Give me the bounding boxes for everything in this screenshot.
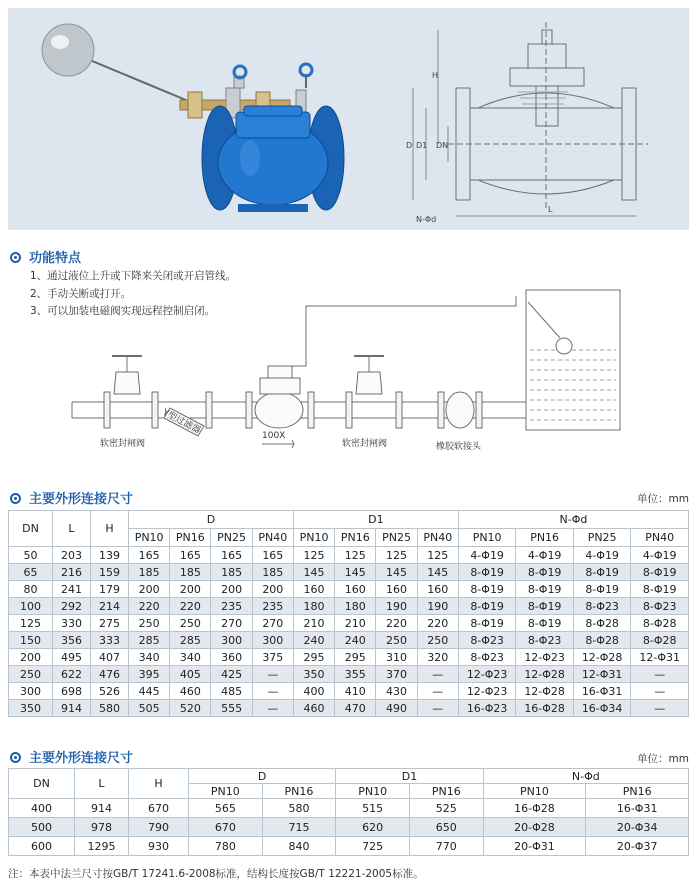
table-cell: 220 (376, 615, 417, 632)
table-cell: 515 (336, 799, 410, 818)
col-header-pn: PN10 (483, 784, 586, 799)
col-header-l: L (53, 511, 91, 547)
table-cell: 210 (335, 615, 376, 632)
table-cell: 8-Φ23 (516, 632, 574, 649)
table-cell: 145 (293, 564, 334, 581)
table-cell: 790 (129, 818, 189, 837)
table-cell: — (252, 666, 293, 683)
col-header-nphid: N-Φd (483, 769, 688, 784)
table-cell: 185 (211, 564, 252, 581)
table-cell: 250 (376, 632, 417, 649)
table-cell: 8-Φ19 (516, 615, 574, 632)
label-gate-valve-right: 软密封闸阀 (342, 439, 388, 449)
col-header-d: D (129, 511, 294, 529)
feature-item: 2、手动关断或打开。 (30, 287, 132, 300)
label-gate-valve-left: 软密封闸阀 (100, 439, 146, 449)
table-cell: 8-Φ28 (631, 615, 689, 632)
table-cell: 145 (335, 564, 376, 581)
table-cell: 150 (9, 632, 53, 649)
table-cell: 159 (91, 564, 129, 581)
table-cell: 125 (376, 547, 417, 564)
table-cell: 914 (53, 700, 91, 717)
col-header-pn: PN10 (336, 784, 410, 799)
col-header-pn: PN10 (293, 529, 334, 547)
table-cell: 1295 (75, 837, 129, 856)
table-row (9, 683, 689, 700)
table-row (9, 632, 689, 649)
table-cell: 241 (53, 581, 91, 598)
table-cell: 210 (293, 615, 334, 632)
table-cell: 200 (211, 581, 252, 598)
label-rubber-joint: 橡胶软接头 (436, 442, 482, 452)
table-cell: 355 (335, 666, 376, 683)
table-cell: 360 (211, 649, 252, 666)
table-cell: 4-Φ19 (631, 547, 689, 564)
table-cell: 145 (417, 564, 458, 581)
table-cell: 8-Φ19 (516, 581, 574, 598)
table-cell: 430 (376, 683, 417, 700)
table-cell: 160 (335, 581, 376, 598)
table-cell: 565 (189, 799, 263, 818)
col-header-pn: PN25 (573, 529, 631, 547)
table-cell: 310 (376, 649, 417, 666)
col-header-d: D (189, 769, 336, 784)
col-header-pn: PN16 (586, 784, 689, 799)
section-bullet-icon (10, 493, 21, 504)
table1-title (10, 488, 133, 507)
col-header-dn: DN (9, 769, 75, 799)
table-cell: 8-Φ19 (458, 581, 516, 598)
table-cell: 8-Φ23 (573, 598, 631, 615)
table-cell: 295 (293, 649, 334, 666)
table-cell: — (252, 683, 293, 700)
table-cell: 80 (9, 581, 53, 598)
table2-title-text: 主要外形连接尺寸 (29, 751, 134, 766)
dim-label-n-phi-d: N-Φd (416, 215, 437, 224)
table-cell: 485 (211, 683, 252, 700)
table-cell: 460 (293, 700, 334, 717)
table-cell: 16-Φ23 (458, 700, 516, 717)
table-cell: 160 (293, 581, 334, 598)
table-cell: 200 (170, 581, 211, 598)
table-cell: 179 (91, 581, 129, 598)
col-header-pn: PN25 (376, 529, 417, 547)
table-cell: 650 (409, 818, 483, 837)
table-row (9, 547, 689, 564)
table1-unit: 单位：mm (637, 493, 689, 505)
feature-item: 3、可以加装电磁阀实现远程控制启闭。 (30, 305, 216, 317)
table-row (9, 818, 689, 837)
footnote: 注：本表中法兰尺寸按GB/T 17241.6-2008标准，结构长度按GB/T 12221-2005标准。 (8, 868, 424, 880)
table-cell: — (631, 683, 689, 700)
table-cell: — (631, 700, 689, 717)
table-cell: 914 (75, 799, 129, 818)
col-header-d1: D1 (293, 511, 458, 529)
col-header-pn: PN16 (262, 784, 336, 799)
table-cell: 275 (91, 615, 129, 632)
table-row (9, 564, 689, 581)
table-row (9, 615, 689, 632)
table-row (9, 837, 689, 856)
col-header-d1: D1 (336, 769, 483, 784)
table-cell: 12-Φ28 (516, 666, 574, 683)
table-cell: 165 (129, 547, 170, 564)
col-header-l: L (75, 769, 129, 799)
table-cell: 320 (417, 649, 458, 666)
col-header-nphid: N-Φd (458, 511, 688, 529)
table-cell: 16-Φ34 (573, 700, 631, 717)
table-cell: 185 (170, 564, 211, 581)
hero-panel (8, 8, 689, 230)
table-cell: 340 (170, 649, 211, 666)
table-row (9, 581, 689, 598)
table-cell: 350 (293, 666, 334, 683)
table-cell: 250 (170, 615, 211, 632)
table-cell: 520 (170, 700, 211, 717)
table-cell: 220 (417, 615, 458, 632)
col-header-h: H (91, 511, 129, 547)
table-cell: 670 (129, 799, 189, 818)
table-row (9, 799, 689, 818)
table-cell: 12-Φ31 (573, 666, 631, 683)
table-cell: 300 (252, 632, 293, 649)
table-cell: 725 (336, 837, 410, 856)
table-cell: 20-Φ31 (483, 837, 586, 856)
table-cell: 165 (252, 547, 293, 564)
table-cell: 190 (417, 598, 458, 615)
col-header-pn: PN16 (516, 529, 574, 547)
table-cell: 715 (262, 818, 336, 837)
table-cell: 200 (9, 649, 53, 666)
table-cell: 139 (91, 547, 129, 564)
col-header-pn: PN10 (129, 529, 170, 547)
col-header-dn: DN (9, 511, 53, 547)
table-cell: 622 (53, 666, 91, 683)
table-cell: 490 (376, 700, 417, 717)
table-cell: 8-Φ28 (631, 632, 689, 649)
table-cell: 50 (9, 547, 53, 564)
dimension-table-1 (8, 510, 689, 717)
table-cell: 16-Φ28 (516, 700, 574, 717)
col-header-pn: PN16 (335, 529, 376, 547)
table-cell: 4-Φ19 (573, 547, 631, 564)
dim-label-d1: D1 (416, 141, 428, 150)
col-header-pn: PN10 (189, 784, 263, 799)
table-cell: 370 (376, 666, 417, 683)
table-cell: 165 (211, 547, 252, 564)
table-cell: 400 (293, 683, 334, 700)
table-cell: 285 (170, 632, 211, 649)
table-cell: 930 (129, 837, 189, 856)
table-cell: 405 (170, 666, 211, 683)
table-cell: 12-Φ23 (516, 649, 574, 666)
dim-label-d: D (406, 141, 413, 150)
col-header-h: H (129, 769, 189, 799)
table-cell: 770 (409, 837, 483, 856)
table-cell: — (417, 700, 458, 717)
table-cell: 285 (129, 632, 170, 649)
table-cell: 16-Φ28 (483, 799, 586, 818)
table-cell: 407 (91, 649, 129, 666)
table-cell: 526 (91, 683, 129, 700)
table2-unit: 单位：mm (637, 753, 689, 765)
table-cell: 375 (252, 649, 293, 666)
table-cell: 350 (9, 700, 53, 717)
table-cell: 125 (9, 615, 53, 632)
table-cell: 100 (9, 598, 53, 615)
table-cell: 160 (417, 581, 458, 598)
dim-label-dn: DN (436, 141, 449, 150)
table-cell: 125 (417, 547, 458, 564)
table-cell: 340 (129, 649, 170, 666)
table-cell: 600 (9, 837, 75, 856)
col-header-pn: PN40 (631, 529, 689, 547)
table-cell: 8-Φ23 (631, 598, 689, 615)
table2-title (10, 747, 133, 766)
table-cell: — (417, 683, 458, 700)
table-cell: 180 (293, 598, 334, 615)
col-header-pn: PN16 (170, 529, 211, 547)
table-cell: 220 (129, 598, 170, 615)
schematic-drawing (66, 286, 696, 458)
table-cell: 410 (335, 683, 376, 700)
dim-label-h: H (432, 71, 439, 80)
table-cell: 470 (335, 700, 376, 717)
table-cell: 400 (9, 799, 75, 818)
installation-schematic (66, 286, 696, 458)
table-cell: 8-Φ28 (573, 615, 631, 632)
col-header-pn: PN40 (252, 529, 293, 547)
features-title-text: 功能特点 (29, 251, 82, 266)
table-cell: 500 (9, 818, 75, 837)
table-cell: — (417, 666, 458, 683)
col-header-pn: PN10 (458, 529, 516, 547)
label-strainer: Y型过滤器 (160, 407, 202, 437)
table-cell: 240 (335, 632, 376, 649)
table-cell: 4-Φ19 (458, 547, 516, 564)
table-cell: 300 (9, 683, 53, 700)
table-cell: 295 (335, 649, 376, 666)
table-cell: 185 (129, 564, 170, 581)
valve-body-photo-icon (202, 106, 344, 212)
section-bullet-icon (10, 252, 21, 263)
table-cell: 12-Φ31 (631, 649, 689, 666)
table-cell: 200 (129, 581, 170, 598)
table-cell: 333 (91, 632, 129, 649)
table1-title-text: 主要外形连接尺寸 (29, 492, 134, 507)
table-cell: 190 (376, 598, 417, 615)
table-cell: 698 (53, 683, 91, 700)
table-cell: 20-Φ37 (586, 837, 689, 856)
section-bullet-icon (10, 752, 21, 763)
dim-label-l: L (548, 205, 553, 214)
table-cell: 12-Φ23 (458, 683, 516, 700)
feature-item: 1、通过液位上升或下降来关闭或开启管线。 (30, 270, 237, 282)
table-cell: 125 (293, 547, 334, 564)
table-cell: 4-Φ19 (516, 547, 574, 564)
table-cell: 8-Φ19 (573, 581, 631, 598)
table-cell: 525 (409, 799, 483, 818)
table-row (9, 666, 689, 683)
table-cell: 180 (335, 598, 376, 615)
table-cell: 8-Φ19 (573, 564, 631, 581)
table-cell: 8-Φ19 (631, 564, 689, 581)
table-cell: 580 (91, 700, 129, 717)
table-cell: 250 (9, 666, 53, 683)
table-cell: 214 (91, 598, 129, 615)
section-drawing (413, 22, 648, 216)
table-cell: 200 (252, 581, 293, 598)
table-cell: 165 (170, 547, 211, 564)
table-cell: 20-Φ34 (586, 818, 689, 837)
table-cell: 978 (75, 818, 129, 837)
table-cell: — (252, 700, 293, 717)
table-cell: 425 (211, 666, 252, 683)
table-cell: 12-Φ28 (516, 683, 574, 700)
table-cell: 270 (252, 615, 293, 632)
table-cell: 620 (336, 818, 410, 837)
table-cell: 20-Φ28 (483, 818, 586, 837)
table-cell: 292 (53, 598, 91, 615)
table-cell: 8-Φ23 (458, 632, 516, 649)
table-cell: 670 (189, 818, 263, 837)
table-cell: 8-Φ19 (458, 564, 516, 581)
table-cell: 780 (189, 837, 263, 856)
table-cell: 476 (91, 666, 129, 683)
table-cell: 235 (252, 598, 293, 615)
col-header-pn: PN25 (211, 529, 252, 547)
dimension-table-2 (8, 768, 689, 856)
table-cell: 300 (211, 632, 252, 649)
table-cell: 240 (293, 632, 334, 649)
table-cell: 840 (262, 837, 336, 856)
table-cell: 8-Φ23 (458, 649, 516, 666)
table-cell: 250 (129, 615, 170, 632)
table-cell: 65 (9, 564, 53, 581)
table-cell: 125 (335, 547, 376, 564)
table-cell: 270 (211, 615, 252, 632)
table-cell: 145 (376, 564, 417, 581)
table-cell: 220 (170, 598, 211, 615)
table-cell: 8-Φ19 (631, 581, 689, 598)
table-cell: 8-Φ19 (458, 598, 516, 615)
table-cell: 250 (417, 632, 458, 649)
table-cell: 8-Φ19 (516, 564, 574, 581)
table-cell: 12-Φ28 (573, 649, 631, 666)
hero-illustration (8, 8, 689, 230)
table-cell: 8-Φ28 (573, 632, 631, 649)
table-cell: 8-Φ19 (516, 598, 574, 615)
table-cell: 495 (53, 649, 91, 666)
label-main-valve: 100X (262, 431, 286, 441)
table-cell: 505 (129, 700, 170, 717)
table-cell: 12-Φ23 (458, 666, 516, 683)
table-cell: 555 (211, 700, 252, 717)
table-cell: 216 (53, 564, 91, 581)
table-cell: 356 (53, 632, 91, 649)
table-cell: 203 (53, 547, 91, 564)
table-row (9, 598, 689, 615)
col-header-pn: PN40 (417, 529, 458, 547)
col-header-pn: PN16 (409, 784, 483, 799)
features-title (10, 247, 81, 266)
table-cell: 235 (211, 598, 252, 615)
table-cell: 395 (129, 666, 170, 683)
table2-body (9, 799, 689, 856)
table-cell: 445 (129, 683, 170, 700)
table-row (9, 700, 689, 717)
table-row (9, 649, 689, 666)
table-cell: — (631, 666, 689, 683)
table-cell: 460 (170, 683, 211, 700)
table-cell: 330 (53, 615, 91, 632)
table1-body (9, 547, 689, 717)
table-cell: 8-Φ19 (458, 615, 516, 632)
float-ball-icon (42, 24, 193, 103)
table-cell: 580 (262, 799, 336, 818)
table-cell: 16-Φ31 (586, 799, 689, 818)
table-cell: 160 (376, 581, 417, 598)
table-cell: 16-Φ31 (573, 683, 631, 700)
table-cell: 185 (252, 564, 293, 581)
